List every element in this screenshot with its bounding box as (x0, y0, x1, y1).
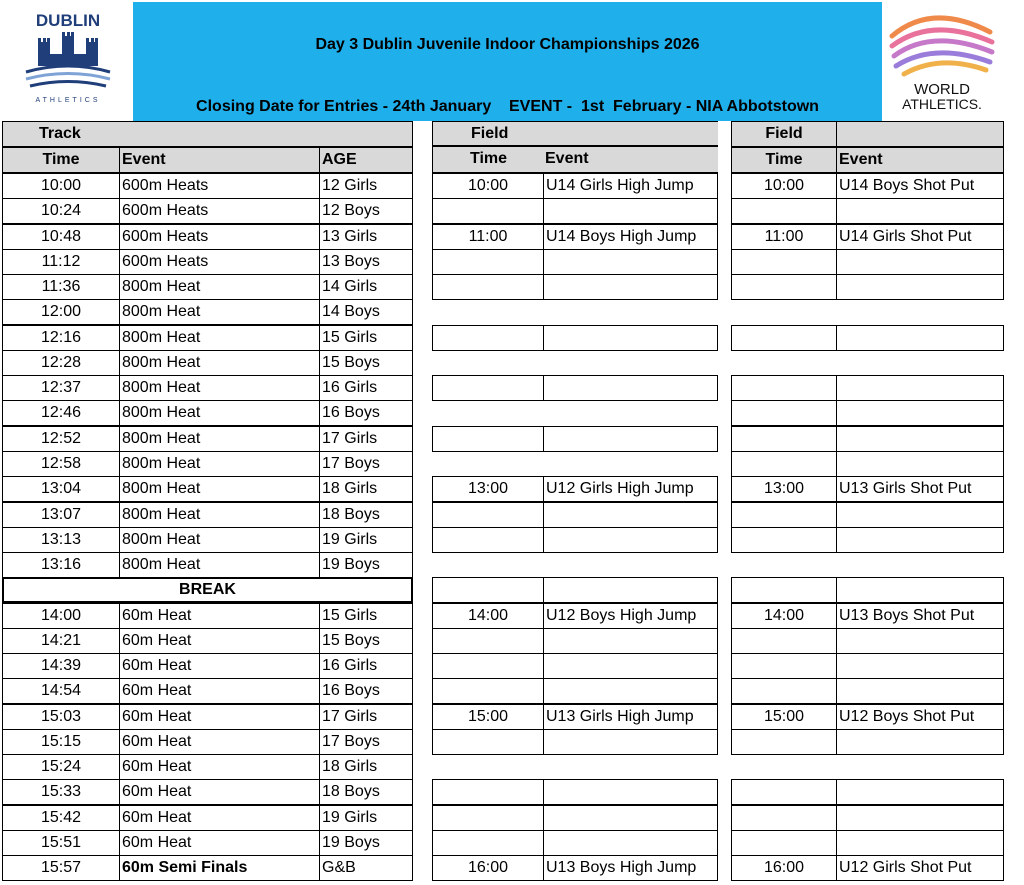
field2-event-cell (836, 577, 1004, 603)
track-time-cell: 12:46 (2, 400, 120, 426)
track-event-cell: 600m Heats (119, 198, 320, 224)
logo-dublin-text: DUBLIN (35, 11, 101, 30)
field1-event-cell: U12 Girls High Jump (543, 476, 718, 502)
track-age-cell: 18 Boys (319, 779, 413, 805)
field2-time-cell: 16:00 (731, 855, 837, 881)
field1-time-cell (432, 325, 544, 351)
field1-event-cell (543, 805, 718, 831)
world-athletics-logo (882, 2, 1002, 119)
field1-time-cell (432, 830, 544, 856)
field2-time-cell (731, 426, 837, 452)
field2-event-cell (836, 274, 1004, 300)
field2-time-cell (731, 628, 837, 654)
track-age-cell: 15 Boys (319, 350, 413, 376)
field1-event-cell (543, 274, 718, 300)
field2-time-cell (731, 779, 837, 805)
field1-event-cell (543, 729, 718, 755)
field1-time-cell (432, 577, 544, 603)
track-time-cell: 14:00 (2, 603, 120, 629)
field2-time-cell (731, 577, 837, 603)
field2-time-cell: 11:00 (731, 224, 837, 250)
break-row: BREAK (2, 577, 413, 603)
track-event-cell: 800m Heat (119, 299, 320, 325)
track-time-cell: 12:28 (2, 350, 120, 376)
field2-event-cell: U12 Boys Shot Put (836, 704, 1004, 730)
track-age-cell: 13 Boys (319, 249, 413, 275)
field2-time-cell (731, 678, 837, 704)
track-age-cell: 17 Boys (319, 729, 413, 755)
field2-event-cell (836, 426, 1004, 452)
field2-event-cell (836, 830, 1004, 856)
track-time-cell: 12:16 (2, 325, 120, 351)
track-event-cell: 60m Heat (119, 754, 320, 780)
track-time-cell: 15:15 (2, 729, 120, 755)
field2-event-cell (836, 628, 1004, 654)
track-event-cell: 60m Heat (119, 830, 320, 856)
track-time-cell: 13:04 (2, 476, 120, 502)
track-event-cell: 800m Heat (119, 451, 320, 477)
track-time-cell: 15:24 (2, 754, 120, 780)
field1-event-cell (543, 653, 718, 679)
field1-event-cell (543, 198, 718, 224)
track-age-cell: 19 Girls (319, 805, 413, 831)
field2-event-cell (836, 502, 1004, 528)
field1-time-cell (432, 426, 544, 452)
field1-section-header: Field (432, 121, 718, 147)
track-event-cell: 600m Heats (119, 249, 320, 275)
track-age-cell: 17 Girls (319, 704, 413, 730)
track-age-cell: 15 Boys (319, 628, 413, 654)
field2-event-cell (836, 729, 1004, 755)
field1-time-cell (432, 678, 544, 704)
track-event-header: Event (119, 147, 320, 173)
field2-event-cell (836, 400, 1004, 426)
track-event-cell: 800m Heat (119, 426, 320, 452)
track-time-cell: 14:39 (2, 653, 120, 679)
track-time-cell: 15:51 (2, 830, 120, 856)
track-age-cell: 16 Boys (319, 400, 413, 426)
field1-event-cell (543, 628, 718, 654)
track-age-cell: G&B (319, 855, 413, 881)
field2-event-cell (836, 805, 1004, 831)
track-event-cell: 60m Heat (119, 704, 320, 730)
field1-event-cell (543, 502, 718, 528)
field2-time-cell (731, 729, 837, 755)
track-event-cell: 60m Heat (119, 729, 320, 755)
track-time-cell: 15:57 (2, 855, 120, 881)
track-age-cell: 13 Girls (319, 224, 413, 250)
field1-event-cell (543, 527, 718, 553)
track-time-cell: 15:03 (2, 704, 120, 730)
field2-time-cell (731, 502, 837, 528)
field2-time-cell (731, 527, 837, 553)
field2-event-cell (836, 527, 1004, 553)
track-event-cell: 800m Heat (119, 375, 320, 401)
track-event-cell: 60m Heat (119, 678, 320, 704)
castle-icon (38, 32, 98, 66)
page-subtitle: Closing Date for Entries - 24th January EVENT - 1st February - NIA Abbotstown (196, 98, 819, 115)
field1-time-cell (432, 198, 544, 224)
track-age-cell: 14 Girls (319, 274, 413, 300)
track-event-cell: 60m Heat (119, 603, 320, 629)
track-event-cell: 800m Heat (119, 274, 320, 300)
logo-athletics-text: ATHLETICS (35, 97, 101, 104)
field1-time-cell (432, 375, 544, 401)
field2-time-header: Time (731, 147, 837, 173)
field1-time-cell (432, 249, 544, 275)
track-event-cell: 800m Heat (119, 400, 320, 426)
field2-time-cell (731, 830, 837, 856)
world-athletics-swoosh-icon (892, 18, 992, 74)
track-time-cell: 15:42 (2, 805, 120, 831)
field1-event-cell (543, 426, 718, 452)
field1-time-cell (432, 805, 544, 831)
field1-time-cell (432, 729, 544, 755)
track-age-cell: 19 Girls (319, 527, 413, 553)
field2-time-cell (731, 805, 837, 831)
field2-event-cell (836, 653, 1004, 679)
field1-time-cell: 10:00 (432, 173, 544, 199)
track-time-cell: 13:07 (2, 502, 120, 528)
field1-event-cell: U12 Boys High Jump (543, 603, 718, 629)
field1-event-cell (543, 779, 718, 805)
field1-event-cell: U14 Girls High Jump (543, 173, 718, 199)
page-title: Day 3 Dublin Juvenile Indoor Championships 2026 (315, 36, 700, 53)
track-event-cell: 60m Heat (119, 805, 320, 831)
track-age-cell: 16 Boys (319, 678, 413, 704)
track-event-cell: 800m Heat (119, 502, 320, 528)
field1-time-cell (432, 628, 544, 654)
field2-time-cell: 14:00 (731, 603, 837, 629)
field2-time-cell: 15:00 (731, 704, 837, 730)
track-time-cell: 11:12 (2, 249, 120, 275)
track-age-cell: 16 Girls (319, 653, 413, 679)
track-event-cell: 800m Heat (119, 552, 320, 578)
track-time-cell: 10:24 (2, 198, 120, 224)
track-age-header: AGE (319, 147, 413, 173)
track-event-cell: 800m Heat (119, 325, 320, 351)
field1-time-cell: 11:00 (432, 224, 544, 250)
field2-event-cell (836, 375, 1004, 401)
track-event-cell: 60m Heat (119, 628, 320, 654)
field1-time-cell (432, 779, 544, 805)
track-age-cell: 18 Boys (319, 502, 413, 528)
track-event-cell: 60m Heat (119, 653, 320, 679)
field2-section-header: Field (731, 121, 837, 147)
field2-event-cell (836, 325, 1004, 351)
field1-time-cell (432, 653, 544, 679)
track-event-cell: 600m Heats (119, 224, 320, 250)
track-age-cell: 19 Boys (319, 830, 413, 856)
track-time-cell: 12:37 (2, 375, 120, 401)
field1-event-cell (543, 830, 718, 856)
track-time-cell: 13:16 (2, 552, 120, 578)
field1-time-cell: 14:00 (432, 603, 544, 629)
track-section-header: Track (2, 121, 413, 147)
field1-event-cell (543, 375, 718, 401)
field2-time-cell (731, 249, 837, 275)
field2-time-cell (731, 400, 837, 426)
track-time-cell: 13:13 (2, 527, 120, 553)
field1-event-cell: U13 Boys High Jump (543, 855, 718, 881)
dublin-athletics-logo (4, 2, 131, 119)
field2-event-cell: U13 Boys Shot Put (836, 603, 1004, 629)
field2-event-cell: U13 Girls Shot Put (836, 476, 1004, 502)
track-age-cell: 18 Girls (319, 754, 413, 780)
field1-event-cell (543, 577, 718, 603)
field2-event-cell (836, 678, 1004, 704)
field1-time-cell: 15:00 (432, 704, 544, 730)
track-time-cell: 14:21 (2, 628, 120, 654)
field2-time-cell (731, 274, 837, 300)
track-age-cell: 12 Girls (319, 173, 413, 199)
track-time-cell: 12:58 (2, 451, 120, 477)
track-age-cell: 12 Boys (319, 198, 413, 224)
field2-time-cell (731, 325, 837, 351)
field1-time-cell (432, 274, 544, 300)
track-time-cell: 12:52 (2, 426, 120, 452)
logo-world-text: WORLD (914, 81, 970, 98)
track-age-cell: 17 Boys (319, 451, 413, 477)
field2-event-cell (836, 249, 1004, 275)
track-time-header: Time (2, 147, 120, 173)
field2-header-blank (836, 121, 1004, 147)
track-time-cell: 12:00 (2, 299, 120, 325)
track-age-cell: 15 Girls (319, 603, 413, 629)
field2-event-cell: U12 Girls Shot Put (836, 855, 1004, 881)
track-time-cell: 11:36 (2, 274, 120, 300)
field2-event-cell (836, 451, 1004, 477)
field2-event-header: Event (836, 147, 1004, 173)
field1-event-cell: U13 Girls High Jump (543, 704, 718, 730)
track-time-cell: 10:48 (2, 224, 120, 250)
field2-event-cell: U14 Girls Shot Put (836, 224, 1004, 250)
track-event-cell: 60m Semi Finals (119, 855, 320, 881)
track-time-cell: 10:00 (2, 173, 120, 199)
waves-icon (26, 66, 110, 86)
field1-time-cell (432, 502, 544, 528)
field2-time-cell (731, 198, 837, 224)
track-event-cell: 800m Heat (119, 350, 320, 376)
field2-event-cell (836, 779, 1004, 805)
field1-time-cell: 13:00 (432, 476, 544, 502)
field1-event-cell (543, 678, 718, 704)
field2-time-cell: 10:00 (731, 173, 837, 199)
field2-time-cell (731, 653, 837, 679)
field2-time-cell: 13:00 (731, 476, 837, 502)
track-age-cell: 16 Girls (319, 375, 413, 401)
logo-athletics-wordmark: ATHLETICS. (902, 96, 982, 112)
field2-time-cell (731, 375, 837, 401)
field1-time-header: Time (432, 147, 544, 173)
track-age-cell: 15 Girls (319, 325, 413, 351)
track-age-cell: 18 Girls (319, 476, 413, 502)
track-event-cell: 60m Heat (119, 779, 320, 805)
field1-event-cell (543, 325, 718, 351)
field2-time-cell (731, 451, 837, 477)
field1-time-cell (432, 527, 544, 553)
track-time-cell: 15:33 (2, 779, 120, 805)
track-event-cell: 800m Heat (119, 476, 320, 502)
field1-event-header: Event (543, 147, 718, 173)
track-time-cell: 14:54 (2, 678, 120, 704)
field2-event-cell (836, 198, 1004, 224)
track-event-cell: 600m Heats (119, 173, 320, 199)
field1-event-cell (543, 249, 718, 275)
track-age-cell: 17 Girls (319, 426, 413, 452)
field1-time-cell: 16:00 (432, 855, 544, 881)
field2-event-cell: U14 Boys Shot Put (836, 173, 1004, 199)
track-age-cell: 19 Boys (319, 552, 413, 578)
field1-event-cell: U14 Boys High Jump (543, 224, 718, 250)
track-event-cell: 800m Heat (119, 527, 320, 553)
track-age-cell: 14 Boys (319, 299, 413, 325)
